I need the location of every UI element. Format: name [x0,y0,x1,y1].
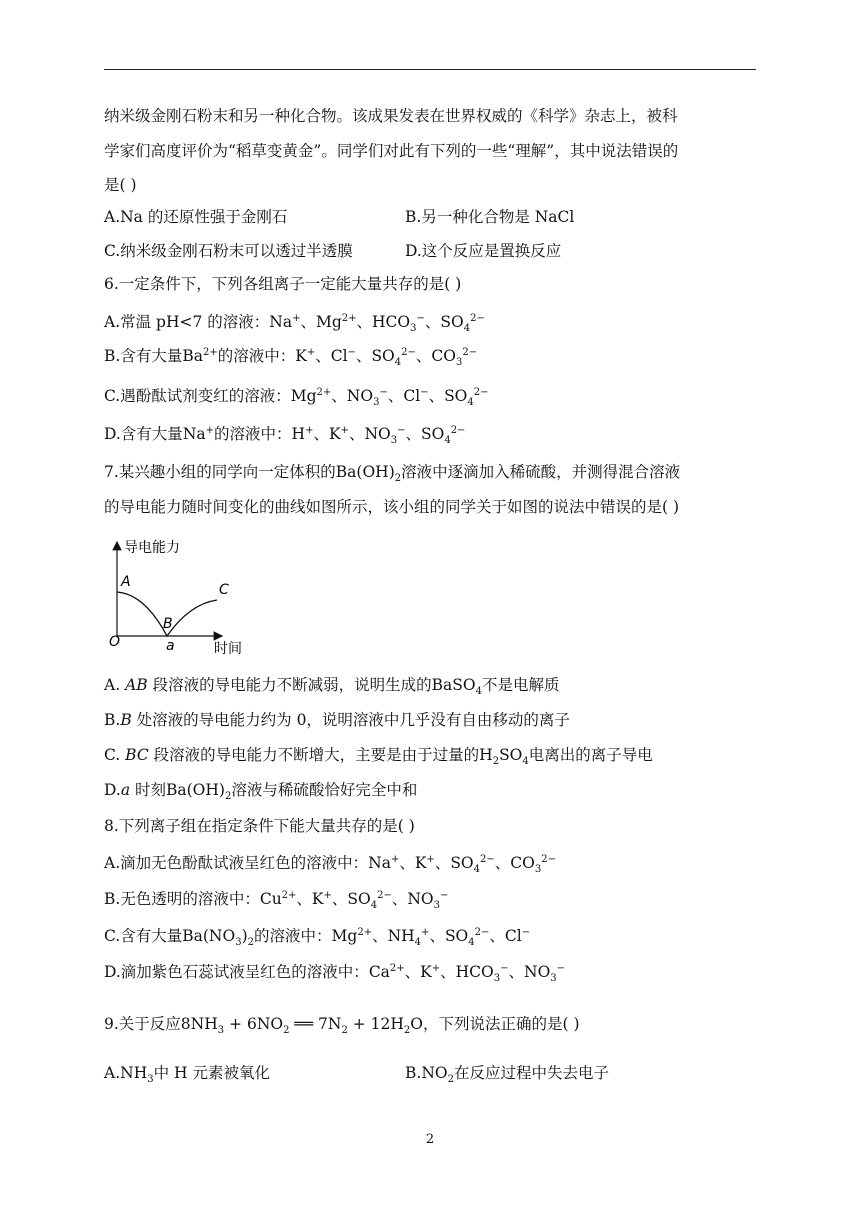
q7-option-a: A. AB 段溶液的导电能力不断减弱，说明生成的BaSO$_4$不是电解质 [104,676,560,698]
q9-stem: 9.关于反应$8NH_3 + 6NO_2$ ══ $7N_2 + 12H_2O$，下列说法正确的是( ) [104,1015,580,1037]
q5-stem-line2: 学家们高度评价为“稻草变黄金”。同学们对此有下列的一些“理解”，其中说法错误的 [104,142,679,160]
q9-option-a: $A.NH_3$中 H 元素被氧化 [104,1064,270,1086]
x-tick-label-a: a [166,638,175,654]
q8-option-b: B.无色透明的溶液中：$Cu^{2+}$、K+、$SO_4^{2-}$、$NO_3^-$ [104,889,449,912]
q5-option-a: A.Na 的还原性强于金刚石 [104,208,288,226]
conductivity-chart [104,536,264,660]
point-label-c: C [219,582,229,598]
page-number: 2 [425,1132,435,1147]
q5-option-b: B.另一种化合物是 NaCl [405,208,575,226]
q8-option-a: A.滴加无色酚酞试液呈红色的溶液中：Na+、K+、$SO_4^{2-}$、$CO_3^{2-}$ [104,853,556,876]
q5-option-d: D.这个反应是置换反应 [405,242,562,260]
q6-stem: 6.一定条件下，下列各组离子一定能大量共存的是( ) [104,275,462,293]
q8-option-d: D.滴加紫色石蕊试液呈红色的溶液中：$Ca^{2+}$、K+、$HCO_3^-$、$NO_3^-$ [104,962,566,985]
q7-option-d: D.a 时刻$Ba(OH)_2$溶液与稀硫酸恰好完全中和 [104,781,418,803]
point-label-a: A [121,574,131,590]
q6-option-a: A.常温 pH<7 的溶液：Na+、$Mg^{2+}$、$HCO_3^-$、$SO_4^{2-}$ [104,312,485,335]
q7-option-b: B.B 处溶液的导电能力约为 0，说明溶液中几乎没有自由移动的离子 [104,711,570,729]
q7-option-c: C. BC 段溶液的导电能力不断增大，主要是由于过量的$H_2SO_4$电离出的离子导电 [104,746,653,768]
q8-stem: 8.下列离子组在指定条件下能大量共存的是( ) [104,817,415,835]
q7-stem-line2: 的导电能力随时间变化的曲线如图所示，该小组的同学关于如图的说法中错误的是( ) [104,498,680,516]
q5-option-c: C.纳米级金刚石粉末可以透过半透膜 [104,242,353,260]
q8-option-c: C.含有大量$Ba(NO_3)_2$的溶液中：$Mg^{2+}$、$NH_4^+$、$SO_4^{2-}$、Cl− [104,926,531,949]
header-rule [104,69,756,70]
q5-stem-line3: 是( ) [104,176,137,194]
origin-label: O [109,634,121,650]
q5-stem-line1: 纳米级金刚石粉末和另一种化合物。该成果发表在世界权威的《科学》杂志上，被科 [104,107,678,125]
y-axis-label: 导电能力 [124,540,180,556]
q9-option-b: $B.NO_2$在反应过程中失去电子 [405,1064,609,1086]
q6-option-d: D.含有大量Na+的溶液中：H+、K+、$NO_3^-$、$SO_4^{2-}$ [104,424,466,447]
q6-option-b: B.含有大量$Ba^{2+}$的溶液中：K+、Cl−、$SO_4^{2-}$、$CO_3^{2-}$ [104,346,478,369]
point-label-b: B [163,616,173,632]
q6-option-c: C.遇酚酞试剂变红的溶液：$Mg^{2+}$、$NO_3^-$、Cl−、$SO_4^{2-}$ [104,386,489,409]
q7-stem-line1: 7.某兴趣小组的同学向一定体积的$Ba(OH)_2$溶液中逐滴加入稀硫酸，并测得混合溶液 [104,463,681,485]
x-axis-label: 时间 [214,641,242,657]
